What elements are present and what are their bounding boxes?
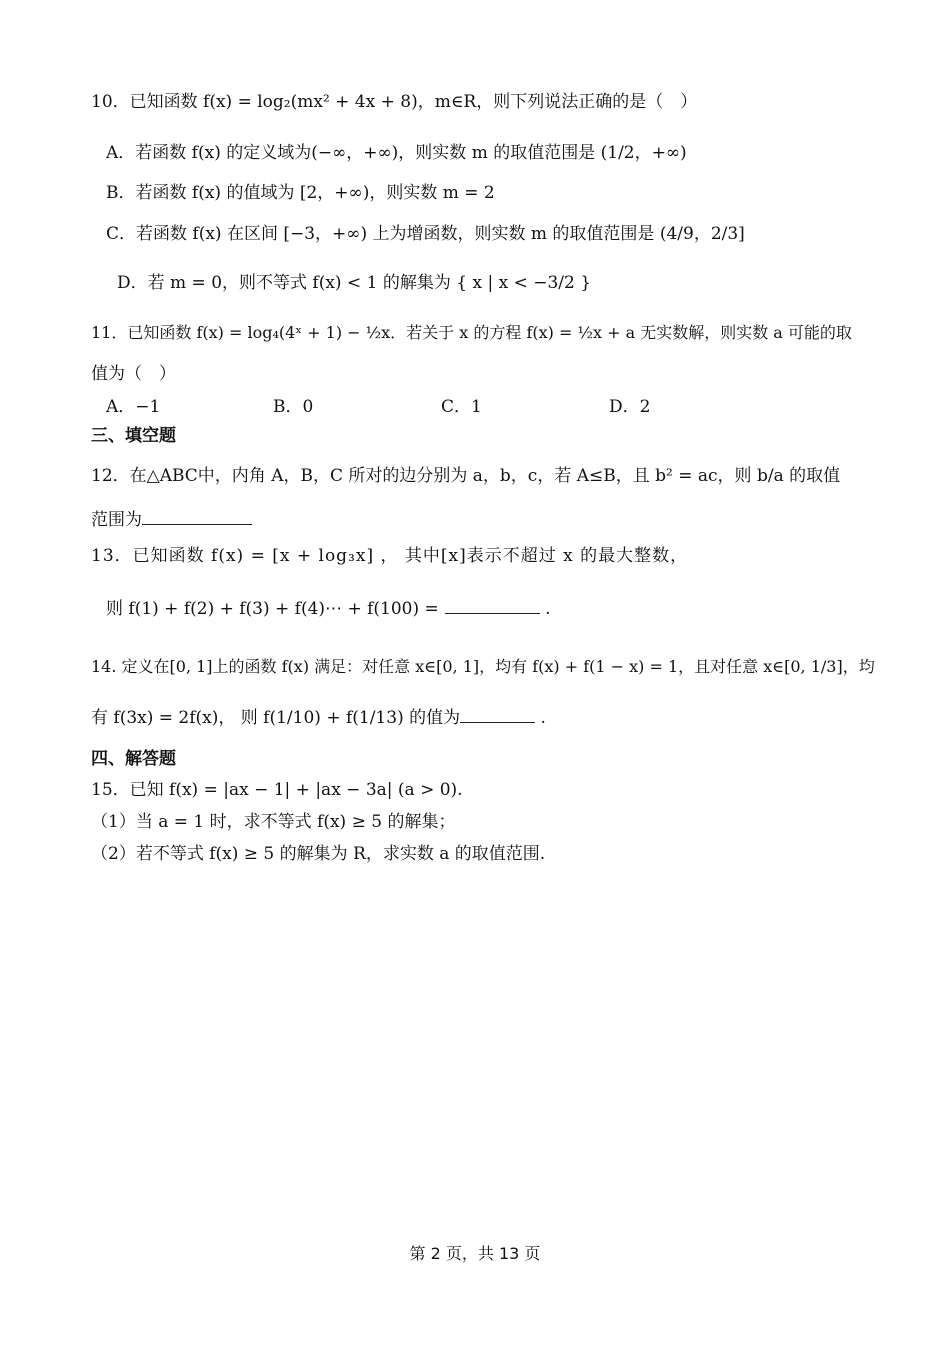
q11-option-a: A．−1: [106, 397, 161, 417]
q13-line2: 则 f(1) + f(2) + f(3) + f(4)⋯ + f(100) = .: [106, 595, 551, 621]
section-fill-in-heading: 三、填空题: [91, 426, 176, 446]
q12-line1: 12．在△ABC中，内角 A，B，C 所对的边分别为 a，b，c，若 A≤B，且 b² = ac，则 b/a 的取值: [91, 466, 841, 486]
q10-stem: 10．已知函数 f(x) = log₂(mx² + 4x + 8)，m∈R，则下列说法正确的是（ ）: [91, 92, 698, 112]
q14-answer-blank: [460, 704, 535, 723]
q13-line1: 13．已知函数 f(x) = [x + log₃x] ， 其中[x]表示不超过 x 的最大整数，: [91, 546, 689, 566]
q13-answer-blank: [445, 595, 540, 614]
q11-stem-line2: 值为（ ）: [91, 364, 176, 384]
q12-line2: [91, 506, 252, 532]
q12-answer-blank: [142, 506, 252, 525]
q10-option-b: B．若函数 f(x) 的值域为 [2，+∞)，则实数 m = 2: [106, 183, 495, 203]
q13-expression: 则 f(1) + f(2) + f(3) + f(4)⋯ + f(100) =: [106, 599, 439, 619]
q11-option-b: B．0: [273, 397, 314, 417]
q10-option-a: A．若函数 f(x) 的定义域为(−∞，+∞)，则实数 m 的取值范围是 (1/2，+∞): [106, 143, 687, 163]
q11-option-d: D．2: [609, 397, 651, 417]
q14-line1: 14. 定义在[0, 1]上的函数 f(x) 满足：对任意 x∈[0, 1]，均有 f(x) + f(1 − x) = 1，且对任意 x∈[0, 1/3]，均: [91, 657, 875, 676]
q14-expression: 有 f(3x) = 2f(x)， 则 f(1/10) + f(1/13) 的值为: [91, 708, 461, 728]
q14-line2: 有 f(3x) = 2f(x)， 则 f(1/10) + f(1/13) 的值为 .: [91, 704, 546, 730]
page-footer: 第 2 页，共 13 页: [409, 1244, 541, 1263]
q12-answer-label: 范围为: [91, 510, 142, 530]
q15-part1: （1）当 a = 1 时，求不等式 f(x) ≥ 5 的解集；: [91, 812, 456, 832]
q11-stem-line1: 11．已知函数 f(x) = log₄(4ˣ + 1) − ½x．若关于 x 的方程 f(x) = ½x + a 无实数解，则实数 a 可能的取: [91, 323, 852, 342]
q11-option-c: C．1: [441, 397, 482, 417]
q15-part2: （2）若不等式 f(x) ≥ 5 的解集为 R，求实数 a 的取值范围.: [91, 844, 546, 864]
q10-option-d: D．若 m = 0，则不等式 f(x) < 1 的解集为 { x | x < −3/2 }: [117, 273, 592, 293]
section-solution-heading: 四、解答题: [91, 749, 176, 769]
q15-stem: 15．已知 f(x) = |ax − 1| + |ax − 3a| (a > 0).: [91, 780, 463, 800]
q10-option-c: C．若函数 f(x) 在区间 [−3，+∞) 上为增函数，则实数 m 的取值范围是 (4/9，2/3]: [106, 224, 745, 244]
